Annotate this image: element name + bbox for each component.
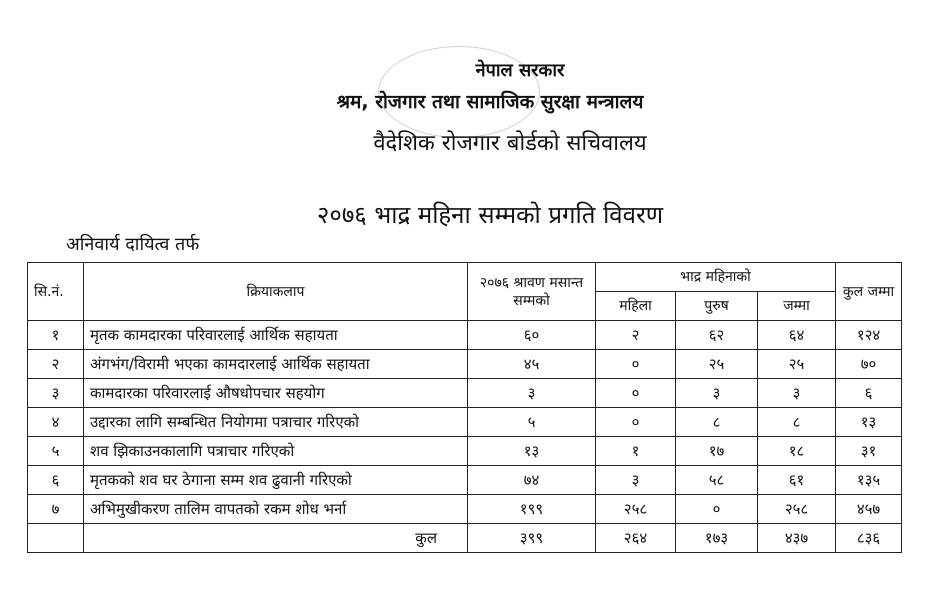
total-shrawan: ३९९	[468, 524, 596, 553]
cell-sn-empty	[28, 524, 84, 553]
cell-male: ५८	[676, 466, 758, 495]
cell-sn: १	[28, 321, 84, 350]
table-row	[28, 495, 902, 524]
cell-activity: शव झिकाउनकालागि पत्राचार गरिएको	[84, 437, 468, 466]
cell-total: १३	[836, 408, 902, 437]
cell-sn: ५	[28, 437, 84, 466]
cell-sn: ३	[28, 379, 84, 408]
ministry-name: श्रम, रोजगार तथा सामाजिक सुरक्षा मन्त्रालय	[336, 91, 644, 113]
cell-sn: २	[28, 350, 84, 379]
cell-female: २५८	[596, 495, 676, 524]
cell-activity: उद्दारका लागि सम्बन्धित नियोगमा पत्राचार गरिएको	[84, 408, 468, 437]
cell-shrawan: १९९	[468, 495, 596, 524]
section-title: अनिवार्य दायित्व तर्फ	[66, 234, 200, 255]
cell-male: ३	[676, 379, 758, 408]
cell-sum: ६४	[758, 321, 836, 350]
cell-male: १७	[676, 437, 758, 466]
cell-female: १	[596, 437, 676, 466]
cell-total: १३५	[836, 466, 902, 495]
cell-activity: अंगभंग/विरामी भएका कामदारलाई आर्थिक सहायता	[84, 350, 468, 379]
cell-total: १२४	[836, 321, 902, 350]
cell-sum: ६१	[758, 466, 836, 495]
cell-female: ०	[596, 350, 676, 379]
table-row	[28, 408, 902, 437]
government-name: नेपाल सरकार	[475, 60, 565, 81]
header-shrawan: २०७६ श्रावण मसान्त सम्मको	[468, 263, 596, 321]
cell-total: ६	[836, 379, 902, 408]
table-row	[28, 350, 902, 379]
cell-female: ०	[596, 408, 676, 437]
cell-shrawan: १३	[468, 437, 596, 466]
cell-male: ०	[676, 495, 758, 524]
cell-activity: मृतक कामदारका परिवारलाई आर्थिक सहायता	[84, 321, 468, 350]
header-sn: सि.नं.	[28, 263, 84, 321]
total-male: १७३	[676, 524, 758, 553]
cell-sum: २५८	[758, 495, 836, 524]
cell-sum: ३	[758, 379, 836, 408]
header-sum: जम्मा	[758, 292, 836, 321]
cell-sn: ७	[28, 495, 84, 524]
header-female: महिला	[596, 292, 676, 321]
cell-male: ६२	[676, 321, 758, 350]
table-total-row	[28, 524, 902, 553]
table-row	[28, 437, 902, 466]
cell-activity: अभिमुखीकरण तालिम वापतको रकम शोध भर्ना	[84, 495, 468, 524]
table-row	[28, 321, 902, 350]
cell-shrawan: ३	[468, 379, 596, 408]
total-female: २६४	[596, 524, 676, 553]
table-row	[28, 466, 902, 495]
cell-shrawan: ६०	[468, 321, 596, 350]
cell-female: ०	[596, 379, 676, 408]
cell-female: ३	[596, 466, 676, 495]
cell-total: ३१	[836, 437, 902, 466]
total-sum: ४३७	[758, 524, 836, 553]
cell-shrawan: ५	[468, 408, 596, 437]
cell-male: ८	[676, 408, 758, 437]
table-row	[28, 379, 902, 408]
cell-sn: ४	[28, 408, 84, 437]
table-header-row	[28, 263, 902, 292]
progress-table	[27, 262, 902, 553]
total-grand: ८३६	[836, 524, 902, 553]
cell-shrawan: ७४	[468, 466, 596, 495]
cell-sum: १८	[758, 437, 836, 466]
total-label: कुल	[84, 524, 468, 553]
cell-activity: मृतकको शव घर ठेगाना सम्म शव ढुवानी गरिएको	[84, 466, 468, 495]
header-bhadra-group: भाद्र महिनाको	[596, 263, 836, 292]
cell-female: २	[596, 321, 676, 350]
report-title: २०७६ भाद्र महिना सम्मको प्रगति विवरण	[316, 201, 664, 229]
cell-shrawan: ४५	[468, 350, 596, 379]
board-name: वैदेशिक रोजगार बोर्डको सचिवालय	[373, 131, 647, 156]
cell-sum: ८	[758, 408, 836, 437]
cell-total: ४५७	[836, 495, 902, 524]
header-male: पुरुष	[676, 292, 758, 321]
cell-sn: ६	[28, 466, 84, 495]
header-grand-total: कुल जम्मा	[836, 263, 902, 321]
cell-activity: कामदारका परिवारलाई औषधोपचार सहयोग	[84, 379, 468, 408]
cell-male: २५	[676, 350, 758, 379]
header-activity: क्रियाकलाप	[84, 263, 468, 321]
cell-sum: २५	[758, 350, 836, 379]
cell-total: ७०	[836, 350, 902, 379]
